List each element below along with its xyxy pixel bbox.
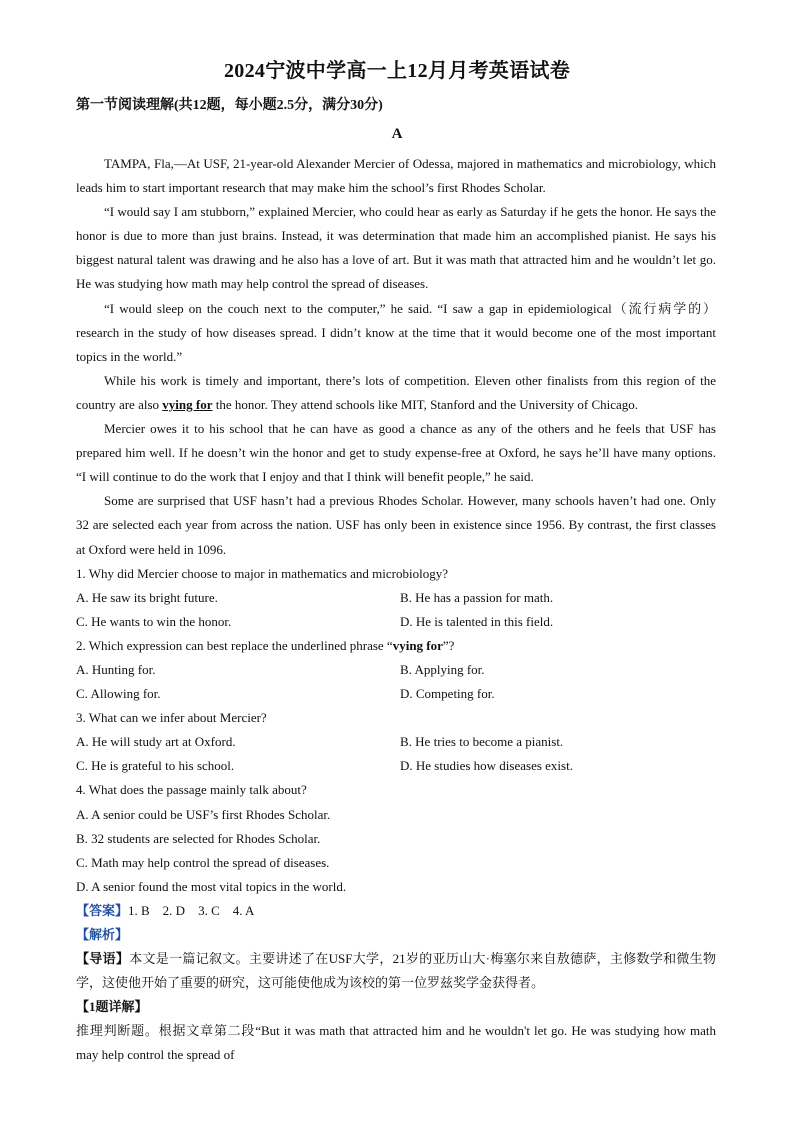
option-d: D. He studies how diseases exist.: [400, 758, 573, 774]
answer-label: 【答案】: [76, 902, 129, 918]
option-row: [76, 754, 716, 778]
option-b: B. He tries to become a pianist.: [400, 734, 564, 750]
guide-label: 【导语】: [76, 951, 130, 967]
answer-line: [76, 899, 716, 923]
detail-paragraph: 推理判断题。根据文章第二段“But it was math that attracted him and he wouldn't let go. He was studying how math may help control the spread of: [76, 1023, 716, 1063]
option-a: A. Hunting for.: [76, 661, 156, 677]
analysis-line: [76, 923, 716, 947]
option-d: D. Competing for.: [400, 686, 495, 702]
option-row: [76, 658, 716, 682]
question-stem: 1. Why did Mercier choose to major in mathematics and microbiology?: [76, 565, 448, 581]
underlined-phrase: vying for: [162, 396, 213, 412]
option-row: [76, 730, 716, 754]
question-stem: 3. What can we infer about Mercier?: [76, 710, 267, 726]
answer-text: 1. B 2. D 3. C 4. A: [128, 902, 255, 918]
option-a: A. He will study art at Oxford.: [76, 734, 236, 750]
detail-label: 【1题详解】: [76, 999, 148, 1015]
passage-paragraph: Mercier owes it to his school that he can have as good a chance as any of the others and he feels that USF has prepared him well. If he doesn’t win the honor and get to study expense-free at Oxford, he says he’ll have many options. “I will continue to do the work that I enjoy and that I think will benefit people,” he said.: [76, 421, 716, 485]
option-a: A. He saw its bright future.: [76, 589, 218, 605]
option-c: C. He wants to win the honor.: [76, 613, 232, 629]
option-d: D. A senior found the most vital topics in the world.: [76, 878, 347, 894]
passage-paragraph: TAMPA, Fla,—At USF, 21-year-old Alexander Mercier of Odessa, majored in mathematics and microbiology, which leads him to start important research that may make him the school’s first Rhodes Scholar.: [76, 156, 716, 196]
guide-text: 本文是一篇记叙文。主要讲述了在USF大学，21岁的亚历山大·梅塞尔来自敖德萨，主修数学和微生物学，这使他开始了重要的研究，这可能使他成为该校的第一位罗兹奖学金获得者。: [76, 951, 716, 991]
detail-heading: [76, 995, 716, 1019]
passage-paragraph: [76, 369, 716, 417]
analysis-label: 【解析】: [76, 927, 129, 942]
option-a: A. A senior could be USF’s first Rhodes Scholar.: [76, 806, 331, 822]
question-stem: [76, 634, 716, 658]
option-row: [76, 610, 716, 634]
passage-paragraph: “I would say I am stubborn,” explained Mercier, who could hear as early as Saturday if he gets the honor. He says the honor is due to more than just brains. Instead, it was determination that made him an accomplished pianist. He says his biggest natural talent was drawing and he also has a love of art. But it was math that attracted him and he wouldn’t let go. He was studying how math may help control the spread of diseases.: [76, 204, 716, 292]
option-b: B. He has a passion for math.: [400, 589, 554, 605]
option-row: [76, 682, 716, 706]
stem-bold-phrase: vying for: [392, 637, 443, 653]
option-d: D. He is talented in this field.: [400, 613, 554, 629]
option-b: B. 32 students are selected for Rhodes Scholar.: [76, 830, 321, 846]
passage-label: A: [391, 126, 403, 142]
paragraph-text: the honor. They attend schools like MIT, Stanford and the University of Chicago.: [212, 396, 639, 412]
exam-body: [76, 152, 716, 1068]
option-c: C. He is grateful to his school.: [76, 758, 235, 774]
option-row: [76, 586, 716, 610]
guide-paragraph: [76, 947, 716, 995]
option-b: B. Applying for.: [400, 661, 485, 677]
option-c: C. Math may help control the spread of diseases.: [76, 854, 330, 870]
page-title: 2024宁波中学高一上12月月考英语试卷: [224, 60, 570, 82]
stem-text: 2. Which expression can best replace the underlined phrase “: [76, 637, 393, 653]
passage-paragraph: “I would sleep on the couch next to the computer,” he said. “I saw a gap in epidemiological（流行病学的） research in the study of how diseases spread. I didn’t know at the time that it would become one of the most important topics in the world.”: [76, 300, 716, 364]
stem-text: ”?: [442, 637, 455, 653]
paragraph-text: While his work is timely and important, there’s lots of competition. Eleven other finalists from this region of the country are also: [76, 372, 716, 412]
option-c: C. Allowing for.: [76, 686, 161, 702]
section-heading: 第一节阅读理解(共12题，每小题2.5分，满分30分): [76, 98, 383, 113]
question-stem: 4. What does the passage mainly talk about?: [76, 782, 307, 798]
passage-paragraph: Some are surprised that USF hasn’t had a previous Rhodes Scholar. However, many schools haven’t had one. Only 32 are selected each year from across the nation. USF has only been in existence since 1956. By contrast, the first classes at Oxford were held in 1096.: [76, 493, 716, 557]
